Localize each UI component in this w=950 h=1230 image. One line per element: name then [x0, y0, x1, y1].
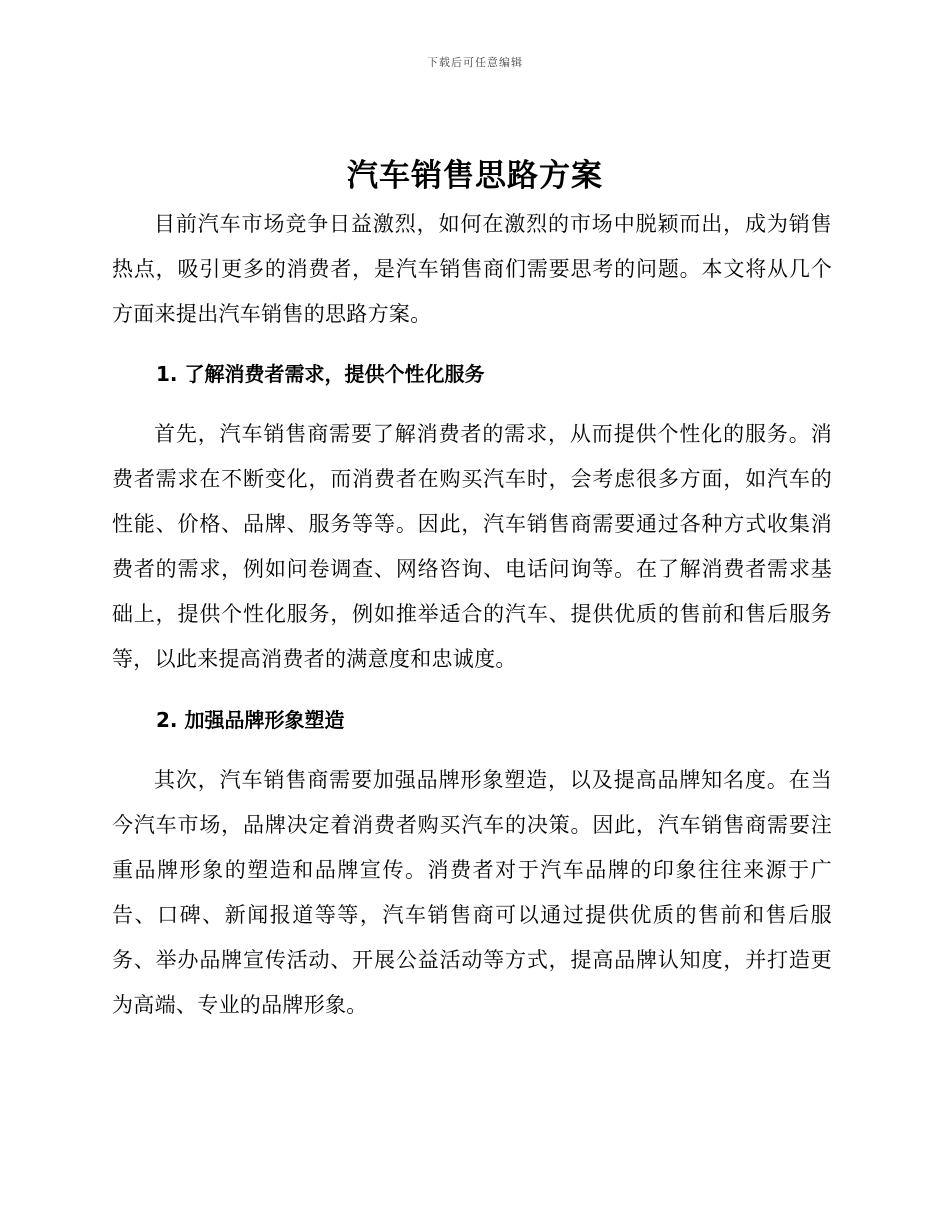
- header-note: 下载后可任意编辑: [427, 56, 523, 69]
- intro-paragraph: 目前汽车市场竞争日益激烈，如何在激烈的市场中脱颖而出，成为销售热点，吸引更多的消费者，是汽车销售商们需要思考的问题。本文将从几个方面来提出汽车销售的思路方案。: [112, 212, 832, 326]
- section-heading-1: 1. 了解消费者需求，提供个性化服务: [156, 362, 485, 386]
- section-paragraph-2: 其次，汽车销售商需要加强品牌形象塑造，以及提高品牌知名度。在当今汽车市场，品牌决定着消费者购买汽车的决策。因此，汽车销售商需要注重品牌形象的塑造和品牌宣传。消费者对于汽车品牌的印象往往来源于广告、口碑、新闻报道等等，汽车销售商可以通过提供优质的售前和售后服务、举办品牌宣传活动、开展公益活动等方式，提高品牌认知度，并打造更为高端、专业的品牌形象。: [112, 768, 832, 1017]
- document-title: 汽车销售思路方案: [347, 158, 603, 194]
- section-paragraph-1: 首先，汽车销售商需要了解消费者的需求，从而提供个性化的服务。消费者需求在不断变化，而消费者在购买汽车时，会考虑很多方面，如汽车的性能、价格、品牌、服务等等。因此，汽车销售商需要通过各种方式收集消费者的需求，例如问卷调查、网络咨询、电话问询等。在了解消费者需求基础上，提供个性化服务，例如推举适合的汽车、提供优质的售前和售后服务等，以此来提高消费者的满意度和忠诚度。: [112, 422, 832, 671]
- document-body: [112, 202, 832, 1028]
- section-heading-2: 2. 加强品牌形象塑造: [156, 708, 345, 732]
